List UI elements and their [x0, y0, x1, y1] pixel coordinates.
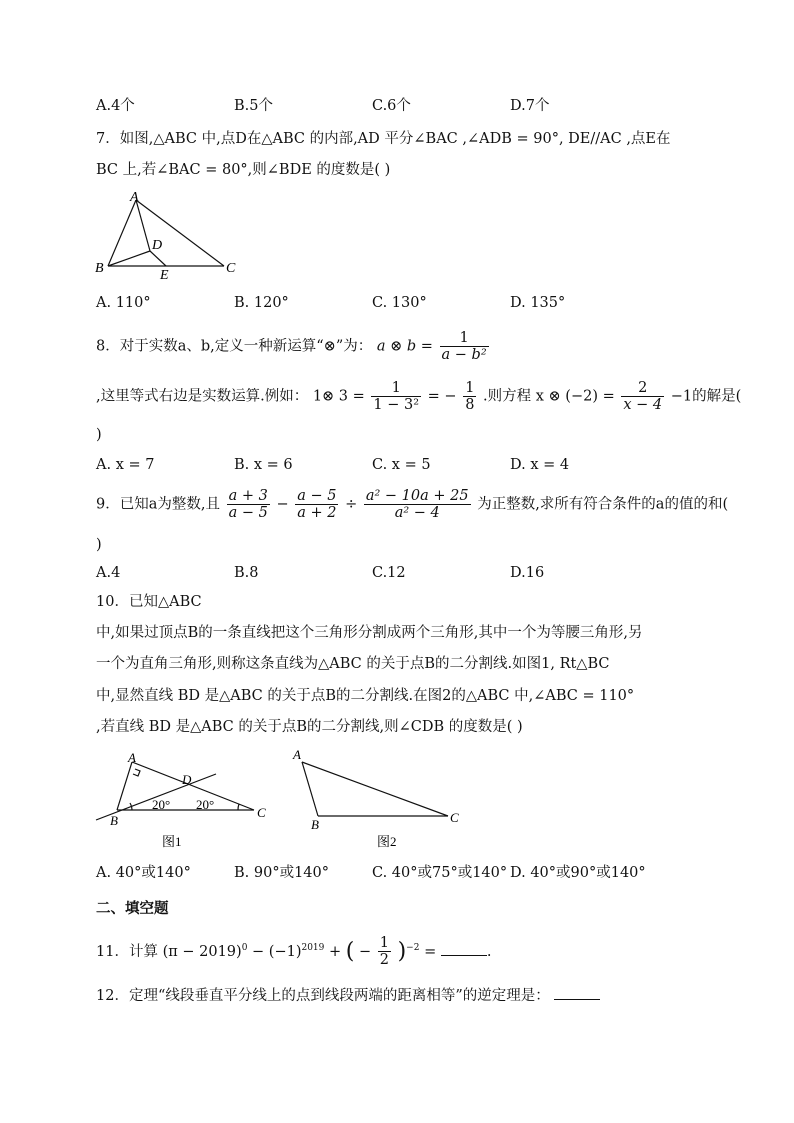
- q7-line2: BC 上,若∠BAC = 80°,则∠BDE 的度数是( ): [96, 162, 391, 178]
- section-heading: 二、填空题: [96, 901, 169, 917]
- q9-line1: 9．已知a为整数,且 $\frac{a + 3}{a - 5}$ − $\frac{a - 5}{a + 2}$ ÷ $\frac{\text{a² − 10a + 25}}{\text{a² − 4}}$ 为正整数,求所有符合条件的a的值的和(: [96, 488, 729, 521]
- q10-option-b: B. 90°或140°: [234, 865, 330, 881]
- q8-equation-fraction: $\frac{2}{x - 4}$: [623, 380, 663, 413]
- q11-answer-blank[interactable]: [441, 941, 487, 956]
- q10-figure1: [92, 748, 282, 852]
- fig1-angle-arc-c: [238, 804, 239, 810]
- q6-option-b: B.5个: [234, 98, 273, 114]
- fig2-label-a: A: [293, 748, 301, 762]
- q10-line1: 10．已知△ABC: [96, 594, 202, 610]
- q11-fraction: $\frac{1}{2}$: [379, 935, 389, 969]
- q9-option-b: B.8: [234, 565, 259, 581]
- fig2-label-c: C: [450, 810, 459, 825]
- fig1-caption: 图1: [162, 834, 182, 849]
- q8-option-c: C. x = 5: [372, 457, 431, 473]
- q10-line3: 一个为直角三角形,则称这条直线为△ABC 的关于点B的二分割线.如图1, Rt△BC: [96, 656, 610, 672]
- q12-answer-blank[interactable]: [554, 985, 600, 1000]
- q7-seg-ad: [136, 200, 150, 251]
- q7-label-d: D: [152, 238, 163, 253]
- q7-option-a: A. 110°: [96, 295, 151, 311]
- q7-seg-de: [150, 251, 166, 266]
- q8-prefix: 8．对于实数a、b,定义一种新运算“⊗”为：: [96, 338, 373, 355]
- fig2-label-b: B: [311, 817, 319, 832]
- fig2-seg-ab: [302, 762, 318, 816]
- q7-label-e: E: [160, 268, 169, 280]
- fig2-caption: 图2: [377, 834, 397, 849]
- q7-option-b: B. 120°: [234, 295, 289, 311]
- q10-option-d: D. 40°或90°或140°: [510, 865, 646, 881]
- q7-seg-ac: [136, 200, 224, 266]
- q7-figure: [90, 188, 250, 280]
- q10-line5: ,若直线 BD 是△ABC 的关于点B的二分割线,则∠CDB 的度数是( ): [96, 719, 523, 735]
- q10-line2: 中,如果过顶点B的一条直线把这个三角形分割成两个三角形,其中一个为等腰三角形,另: [96, 625, 643, 641]
- q8-option-b: B. x = 6: [234, 457, 293, 473]
- q10-figure2: [288, 748, 468, 852]
- q7-seg-bd: [108, 251, 150, 266]
- fig1-label-b: B: [110, 813, 118, 828]
- q8-option-a: A. x = 7: [96, 457, 155, 473]
- q10-option-a: A. 40°或140°: [96, 865, 191, 881]
- fig1-label-a: A: [128, 750, 136, 765]
- q6-option-d: D.7个: [510, 98, 550, 114]
- q7-seg-ab: [108, 200, 136, 266]
- q7-line1: 7．如图,△ABC 中,点D在△ABC 的内部,AD 平分∠BAC ,∠ADB = 90°, DE//AC ,点E在: [96, 131, 671, 147]
- q8-line3: ): [96, 427, 102, 443]
- q8-line1: [96, 330, 491, 363]
- fig1-seg-ab: [117, 762, 132, 810]
- fig1-label-d: D: [182, 772, 192, 787]
- q8-def-fraction: $\frac{1}{\text{a − b²}}$: [441, 330, 487, 363]
- q10-option-c: C. 40°或75°或140°: [372, 865, 508, 881]
- q9-option-d: D.16: [510, 565, 545, 581]
- q9-option-a: A.4: [96, 565, 121, 581]
- q8-line2: ,这里等式右边是实数运算.例如： 1⊗ 3 = $\frac{1}{\text{1 − 3²}}$ = − $\frac{1}{8}$ .则方程 x ⊗ (−2) = $\frac{2}{x - 4}$ −1的解是(: [96, 380, 742, 413]
- fig1-right-angle-mark: [133, 769, 140, 776]
- q8-option-d: D. x = 4: [510, 457, 570, 473]
- q8-example-fraction: $\frac{1}{\text{1 − 3²}}$: [373, 380, 420, 413]
- fig1-label-c: C: [257, 805, 266, 820]
- q11-line: 11．计算 $(\pi - 2019)^0 - (-1)^{2019}$ + ( − $\frac{1}{2}$ )$^{-2}$ = .: [96, 935, 492, 969]
- q7-label-c: C: [226, 261, 236, 276]
- q8-def-expr: a ⊗ b =: [376, 338, 433, 355]
- q9-fraction1: $\frac{a + 3}{a - 5}$: [228, 488, 268, 521]
- fig1-seg-ac: [132, 762, 254, 810]
- q9-option-c: C.12: [372, 565, 406, 581]
- q10-line4: 中,显然直线 BD 是△ABC 的关于点B的二分割线.在图2的△ABC 中,∠ABC = 110°: [96, 688, 635, 704]
- q12-line: 12．定理“线段垂直平分线上的点到线段两端的距离相等”的逆定理是：: [96, 985, 600, 1006]
- q7-label-a: A: [130, 190, 139, 205]
- fig1-angle-2: 20°: [196, 797, 215, 812]
- q8-example-fraction2: $\frac{1}{8}$: [465, 380, 475, 413]
- q9-fraction3: $\frac{\text{a² − 10a + 25}}{\text{a² − 4}}$: [365, 488, 469, 521]
- q6-option-a: A.4个: [96, 98, 135, 114]
- fig2-seg-ac: [302, 762, 448, 816]
- q6-option-c: C.6个: [372, 98, 411, 114]
- q7-option-d: D. 135°: [510, 295, 566, 311]
- q7-option-c: C. 130°: [372, 295, 427, 311]
- q9-line2: ): [96, 537, 102, 553]
- q7-label-b: B: [95, 261, 104, 276]
- q9-fraction2: $\frac{a - 5}{a + 2}$: [297, 488, 337, 521]
- fig1-angle-1: 20°: [152, 797, 171, 812]
